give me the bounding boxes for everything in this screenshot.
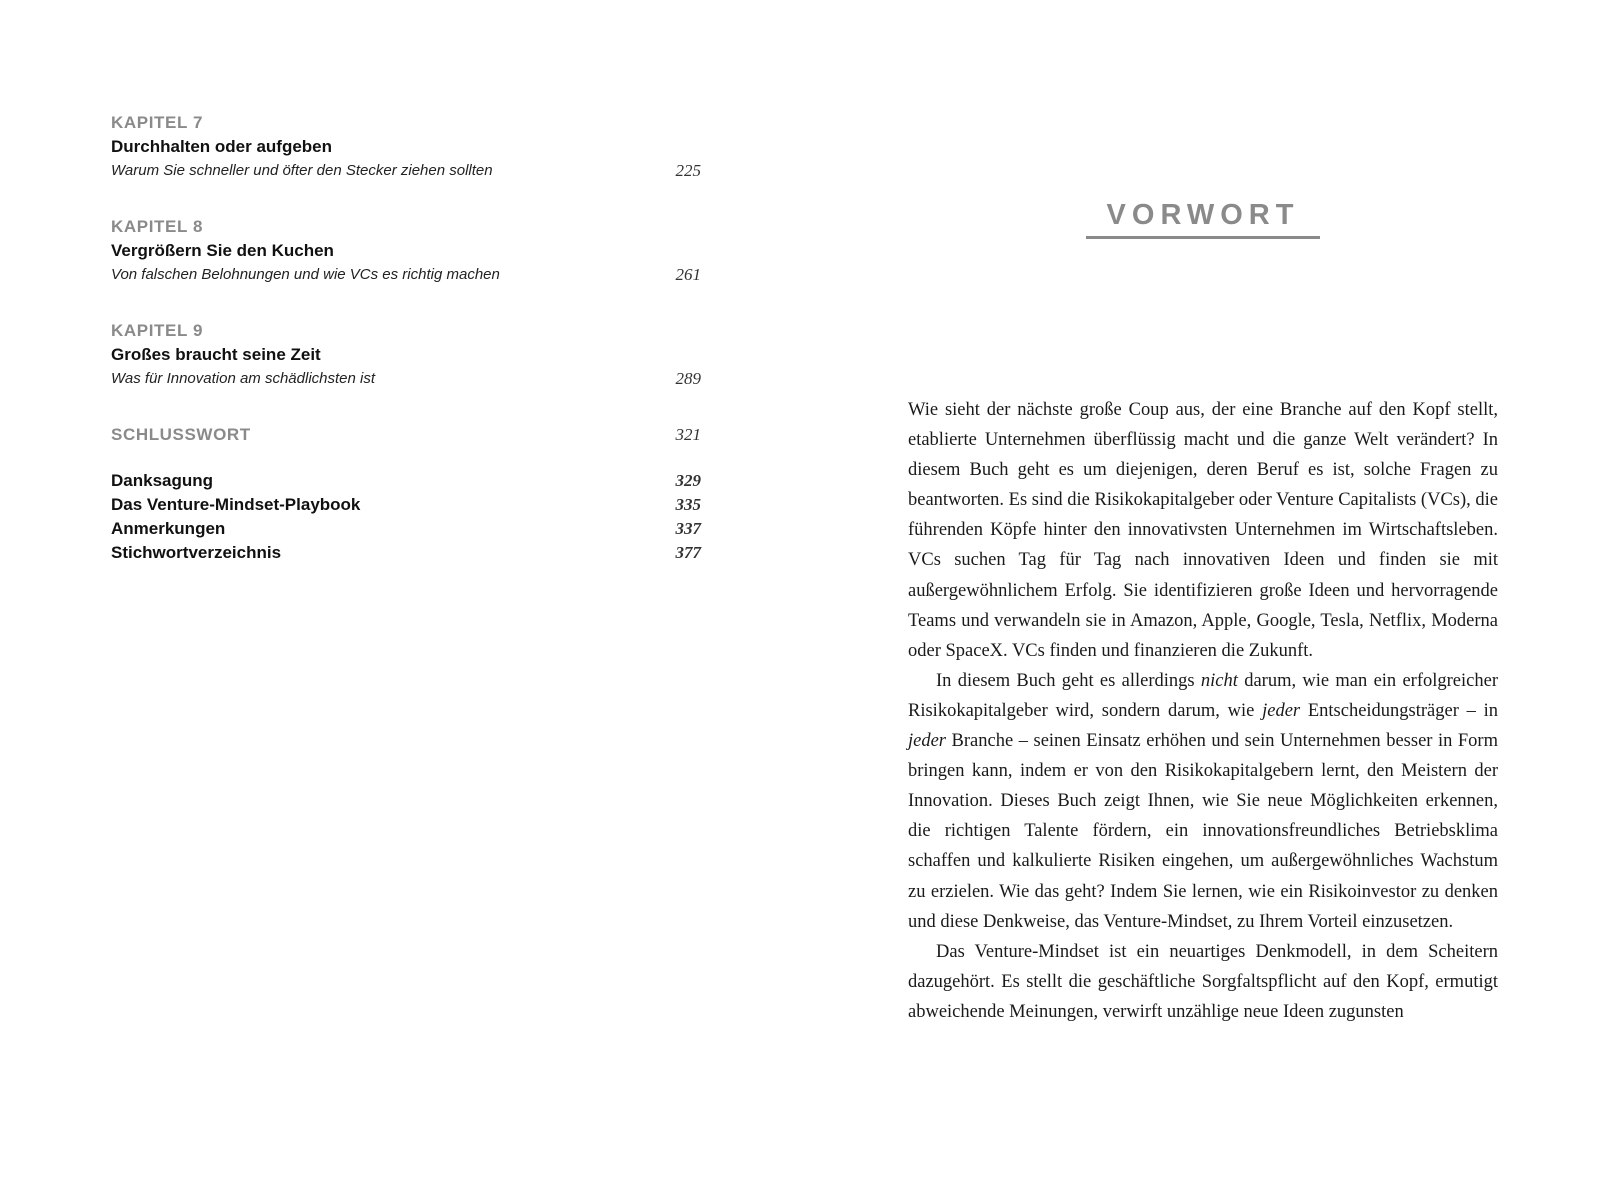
- chapter-page-number: 261: [675, 265, 701, 284]
- chapter-subtitle: Warum Sie schneller und öfter den Stecker ziehen sollten: [111, 162, 493, 179]
- appendix-page-number: 377: [675, 543, 701, 562]
- emphasis: jeder: [908, 731, 947, 752]
- chapter-title: Vergrößern Sie den Kuchen: [111, 241, 334, 260]
- toc-closing-word[interactable]: [111, 423, 701, 447]
- text-run: In diesem Buch geht es allerdings: [936, 670, 1201, 691]
- appendix-title: Stichwortverzeichnis: [111, 543, 282, 562]
- toc-appendix-danksagung[interactable]: [111, 469, 701, 493]
- foreword-heading: VORWORT: [1086, 196, 1320, 239]
- chapter-page-number: 289: [675, 369, 701, 388]
- text-run: darum, wie man ein erfolgreicher Risikokapitalgeber wird, sondern darum, wie: [908, 670, 1498, 721]
- emphasis: jeder: [1262, 700, 1301, 721]
- chapter-label: KAPITEL 7: [111, 113, 203, 132]
- chapter-subtitle: Von falschen Belohnungen und wie VCs es richtig machen: [111, 266, 500, 283]
- chapter-title: Großes braucht seine Zeit: [111, 345, 321, 364]
- closing-page-number: 321: [675, 425, 701, 444]
- foreword-body: [908, 395, 1498, 1027]
- foreword-paragraph-3: Das Venture-Mindset ist ein neuartiges Denkmodell, in dem Scheitern dazugehört. Es stellt die geschäftliche Sorgfaltspflicht auf den Kopf, ermutigt abweichende Meinungen, verwirft unzählige neue Ideen zugunsten: [908, 941, 1498, 1022]
- toc-chapter-8[interactable]: [111, 215, 701, 287]
- chapter-page-number: 225: [675, 161, 701, 180]
- foreword-paragraph-2: [908, 666, 1498, 937]
- foreword-paragraph-1: Wie sieht der nächste große Coup aus, der eine Branche auf den Kopf stellt, etablierte Unternehmen überflüssig macht und die ganze Welt verändert? In diesem Buch geht es um diejenigen, deren Beruf es ist, solche Fragen zu beantworten. Es sind die Risikokapitalgeber oder Venture Capitalists (VCs), die führenden Köpfe hinter den innovativsten Unternehmen im Wirtschaftsleben. VCs suchen Tag für Tag nach innovativen Ideen und finden sie mit außergewöhnlichem Erfolg. Sie identifizieren große Ideen und hervorragende Teams und verwandeln sie in Amazon, Apple, Google, Tesla, Netflix, Moderna oder SpaceX. VCs finden und finanzieren die Zukunft.: [908, 400, 1498, 661]
- chapter-title: Durchhalten oder aufgeben: [111, 137, 333, 156]
- text-run: Branche – seinen Einsatz erhöhen und sein Unternehmen besser in Form bringen kann, indem er von den Risikokapitalgebern lernt, den Meistern der Innovation. Dieses Buch zeigt Ihnen, wie Sie neue Möglichkeiten erkennen, die richtigen Talente fördern, ein innovationsfreundliches Betriebsklima schaffen und kalkulierte Risiken eingehen, um außergewöhnliches Wachstum zu erzielen. Wie das geht? Indem Sie lernen, wie ein Risikoinvestor zu denken und diese Denkweise, das Venture-Mindset, zu Ihrem Vorteil einzusetzen.: [908, 731, 1498, 932]
- appendix-page-number: 329: [675, 471, 701, 490]
- chapter-label: KAPITEL 9: [111, 321, 203, 340]
- toc-chapter-7[interactable]: [111, 111, 701, 183]
- closing-label: SCHLUSSWORT: [111, 425, 251, 444]
- table-of-contents: [111, 111, 701, 565]
- toc-appendix-playbook[interactable]: [111, 493, 701, 517]
- foreword-heading-wrap: [1086, 196, 1320, 239]
- toc-chapter-9[interactable]: [111, 319, 701, 391]
- chapter-subtitle-row: [111, 263, 701, 287]
- chapter-subtitle: Was für Innovation am schädlichsten ist: [111, 370, 376, 387]
- appendix-page-number: 335: [675, 495, 701, 514]
- appendix-title: Das Venture-Mindset-Playbook: [111, 495, 361, 514]
- appendix-page-number: 337: [675, 519, 701, 538]
- text-run: Entscheidungsträger – in: [1300, 700, 1498, 721]
- chapter-label: KAPITEL 8: [111, 217, 203, 236]
- emphasis: nicht: [1200, 670, 1238, 691]
- appendix-title: Danksagung: [111, 471, 214, 490]
- chapter-subtitle-row: [111, 159, 701, 183]
- appendix-title: Anmerkungen: [111, 519, 226, 538]
- toc-appendix-index[interactable]: [111, 541, 701, 565]
- toc-appendix-anmerkungen[interactable]: [111, 517, 701, 541]
- chapter-subtitle-row: [111, 367, 701, 391]
